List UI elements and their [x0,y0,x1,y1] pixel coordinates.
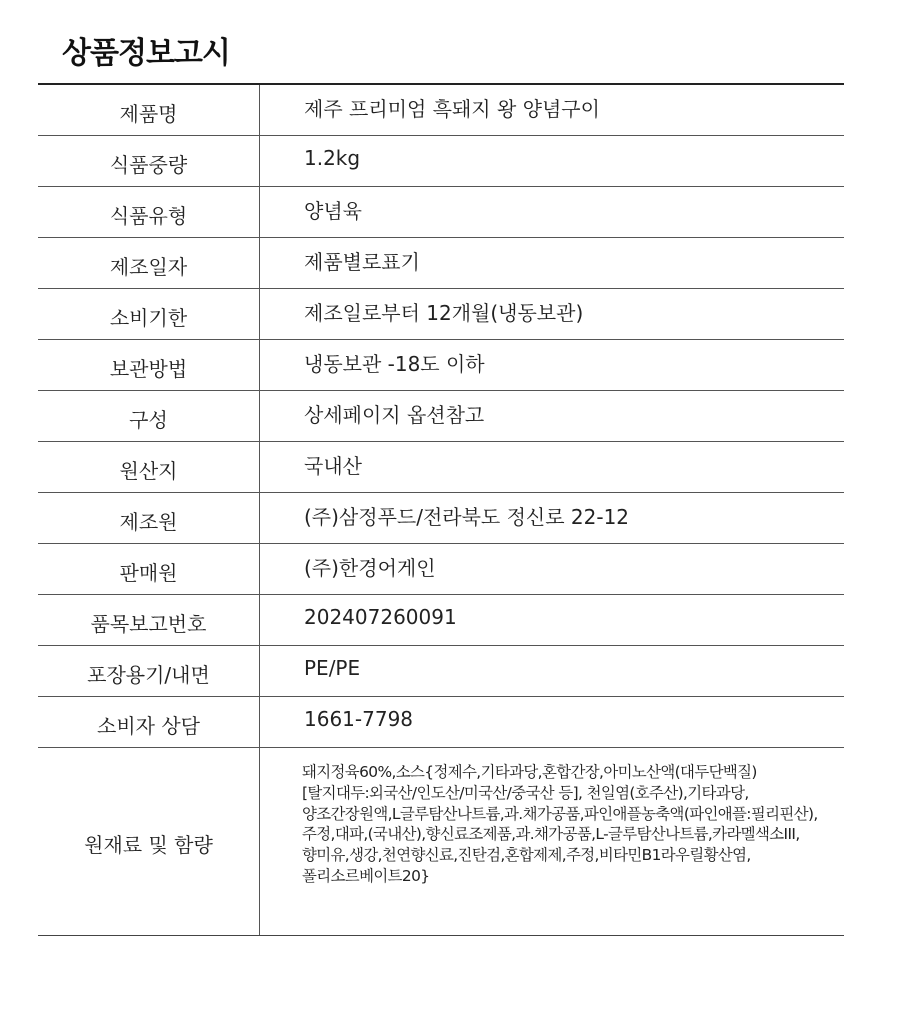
ingredients-value: 돼지정육60%,소스{정제수,기타과당,혼합간장,아미노산액(대두단백질) [탈지대두:외국산/인도산/미국산/중국산 등], 천일염(호주산),기타과당, 양조간장원액,L글루탐산나트륨,과.채가공품,파인애플농축액(파인애플:필리핀산), 주정,대파,(국내산),향신료조제품,과.채가공품,L-글루탐산나트륨,카라멜색소III, 향미유,생강,천연향신료,진탄검,혼합제제,주정,비타민B1라우릴황산염, 폴리소르베이트20} [302,763,818,885]
ingredients-label: 원재료 및 함량 [38,748,260,935]
ingredients-row [38,748,844,935]
row-label: 원산지 [38,442,260,492]
row-value: 제주 프리미엄 흑돼지 왕 양념구이 [304,96,600,121]
table-row [38,289,844,340]
row-label: 제조일자 [38,238,260,288]
row-label: 보관방법 [38,340,260,390]
row-value: 제조일로부터 12개월(냉동보관) [304,300,584,325]
row-value: 1661-7798 [304,707,414,731]
row-label: 제조원 [38,493,260,543]
row-label: 품목보고번호 [38,595,260,645]
row-label: 포장용기/내면 [38,646,260,696]
row-value: 상세페이지 옵션참고 [304,402,485,427]
row-value: 국내산 [304,453,362,478]
row-label: 식품중량 [38,136,260,186]
table-row [38,595,844,646]
row-label: 제품명 [38,85,260,135]
table-row [38,85,844,136]
row-label: 식품유형 [38,187,260,237]
row-value: 1.2kg [304,146,361,170]
row-label: 판매원 [38,544,260,594]
row-label: 소비자 상담 [38,697,260,747]
product-info-table [38,83,844,936]
table-row [38,646,844,697]
table-row [38,697,844,748]
row-value: 202407260091 [304,605,457,629]
table-row [38,442,844,493]
row-value: PE/PE [304,656,361,680]
table-row [38,187,844,238]
row-label: 구성 [38,391,260,441]
table-row [38,136,844,187]
table-row [38,238,844,289]
table-row [38,493,844,544]
row-value: 양념육 [304,198,362,223]
page-title: 상품정보고시 [62,36,230,71]
table-row [38,544,844,595]
row-label: 소비기한 [38,289,260,339]
row-value: 냉동보관 -18도 이하 [304,351,485,376]
row-value: (주)삼정푸드/전라북도 정신로 22-12 [304,504,630,529]
row-value: 제품별로표기 [304,249,420,274]
table-row [38,340,844,391]
row-value: (주)한경어게인 [304,555,436,580]
table-row [38,391,844,442]
